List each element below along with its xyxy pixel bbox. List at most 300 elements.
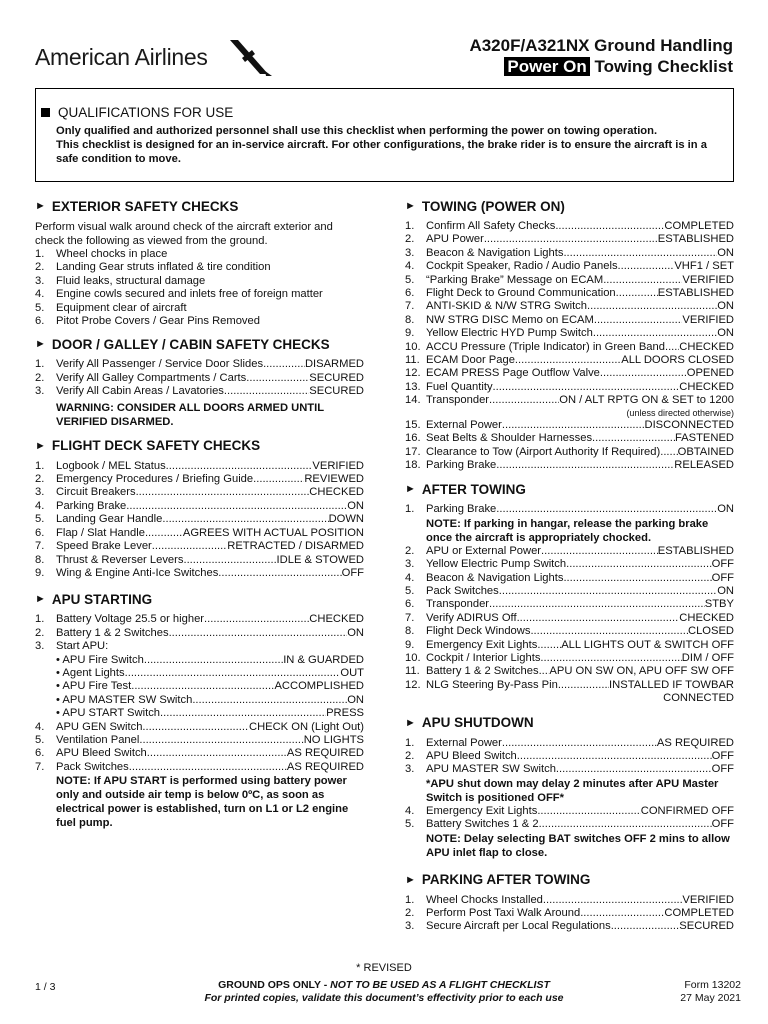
leader-dots — [665, 341, 679, 354]
leader-dots — [169, 627, 348, 640]
checklist-item — [35, 567, 364, 580]
item-value: OPENED — [686, 367, 734, 380]
item-number: 7. — [405, 611, 415, 624]
item-value: ON — [717, 246, 734, 259]
leader-dots — [540, 652, 681, 665]
checklist-item — [405, 220, 734, 233]
section-title: ► AFTER TOWING — [405, 481, 526, 497]
triangle-icon: ► — [35, 593, 46, 606]
page-number: 1 / 3 — [35, 981, 56, 993]
doors-warning: WARNING: CONSIDER ALL DOORS ARMED UNTIL VERIFIED DISARMED. — [56, 401, 324, 428]
section-title: ► TOWING (POWER ON) — [405, 198, 565, 214]
item-number: 18. — [405, 458, 421, 471]
leader-dots — [616, 287, 658, 300]
item-value: COMPLETED — [664, 220, 734, 232]
item-value: DISCONNECTED — [644, 418, 734, 431]
item-number: 10. — [405, 340, 421, 353]
checklist-item — [405, 381, 734, 394]
right-column — [405, 196, 734, 934]
item-value: INSTALLED IF TOWBAR — [609, 678, 734, 691]
checklist-item — [405, 598, 734, 611]
item-value: OBTAINED — [677, 445, 734, 458]
triangle-icon: ► — [405, 483, 416, 496]
triangle-icon: ► — [35, 200, 46, 212]
item-value: OFF — [711, 763, 734, 776]
item-value: VERIFIED — [682, 273, 734, 286]
item-value: VERIFIED — [682, 313, 734, 326]
leader-dots — [517, 612, 680, 625]
item-text: Pitot Probe Covers / Gear Pins Removed — [56, 315, 260, 328]
checklist-item — [35, 486, 364, 499]
leader-dots — [129, 761, 287, 774]
item-value: DOWN — [328, 513, 364, 526]
leader-dots — [618, 260, 675, 273]
item-number — [35, 707, 56, 720]
item-value: CHECKED — [679, 340, 734, 353]
leader-dots — [543, 894, 682, 907]
item-number: 13. — [405, 380, 421, 393]
leader-dots — [594, 314, 683, 327]
item-value: CONFIRMED OFF — [640, 804, 734, 817]
leader-dots — [136, 486, 310, 499]
item-value: APU ON SW ON, APU OFF SW OFF — [549, 665, 734, 678]
title-line2 — [469, 56, 733, 77]
triangle-icon: ► — [405, 200, 416, 212]
leader-dots — [592, 432, 675, 445]
leader-dots — [502, 737, 657, 750]
item-value: CHECKED — [309, 613, 364, 626]
item-value: CHECKED — [679, 380, 734, 393]
document-header — [0, 0, 768, 90]
leader-dots — [489, 394, 559, 407]
triangle-icon: ► — [405, 716, 416, 729]
checklist-item — [35, 261, 364, 274]
checklist-item — [405, 394, 734, 407]
item-number: 5. — [35, 513, 45, 526]
checklist-item — [405, 665, 734, 678]
item-label: “Parking Brake” Message on ECAM — [426, 273, 604, 286]
door-section — [35, 334, 364, 428]
checklist-item: 1. Parking Brake ..... ON — [405, 503, 734, 516]
section-title: ► EXTERIOR SAFETY CHECKS — [35, 198, 239, 214]
leader-dots — [558, 679, 609, 692]
item-label: ECAM Door Page — [426, 354, 515, 367]
item-number: 5. — [405, 818, 415, 831]
title-line1: A320F/A321NX Ground Handling — [469, 36, 733, 55]
triangle-icon: ► — [35, 439, 46, 452]
checklist-item — [405, 459, 734, 472]
item-value: ON — [347, 693, 364, 706]
item-number: 2. — [35, 626, 45, 639]
item-text: Equipment clear of aircraft — [56, 301, 187, 314]
item-label: • APU Fire Switch — [56, 653, 144, 666]
item-value: RELEASED — [674, 458, 734, 471]
item-value: ON — [717, 584, 734, 597]
leader-dots — [539, 818, 712, 831]
qualifications-line2: This checklist is designed for an in-service aircraft. For other configurations, the brake rider is to ensure the aircraft is in a safe condition to move. — [56, 139, 707, 166]
item-value: PRESS — [326, 707, 364, 720]
item-number: 3. — [35, 486, 45, 499]
checklist-item — [35, 315, 364, 328]
item-label: Flight Deck Windows — [426, 625, 531, 638]
checklist-item — [35, 640, 364, 653]
leader-dots — [263, 358, 305, 371]
checklist-item — [405, 274, 734, 287]
leader-dots — [152, 540, 227, 553]
item-value: OFF — [341, 566, 364, 579]
leader-dots — [563, 247, 717, 260]
item-number: 7. — [405, 300, 415, 313]
item-number: 3. — [405, 763, 415, 776]
checklist-item — [405, 314, 734, 327]
item-label: Wheel Chocks Installed — [426, 893, 543, 906]
item-value: SECURED — [309, 371, 364, 384]
item-label: APU or External Power — [426, 544, 542, 557]
item-number: 3. — [35, 640, 45, 653]
qualifications-text — [56, 124, 715, 167]
item-label: Parking Brake — [426, 458, 497, 471]
checklist-item — [35, 747, 364, 760]
checklist-item — [35, 627, 364, 640]
leader-dots — [502, 419, 645, 432]
leader-dots — [166, 460, 313, 473]
leader-dots — [556, 763, 712, 776]
item-label: APU Power — [426, 233, 484, 246]
section-title: ► APU SHUTDOWN — [405, 715, 534, 731]
item-text: Wheel chocks in place — [56, 248, 168, 260]
qualifications-title: QUALIFICATIONS FOR USE — [58, 105, 234, 120]
checklist-item — [405, 572, 734, 585]
item-text: Engine cowls secured and inlets free of foreign matter — [56, 288, 323, 301]
checklist — [35, 248, 364, 328]
item-number: 12. — [405, 678, 421, 691]
item-label: Ventilation Panel — [56, 733, 140, 746]
checklist-item — [35, 500, 364, 513]
leader-dots — [660, 446, 677, 459]
checklist-item — [405, 612, 734, 625]
parking-section — [405, 870, 734, 934]
item-value: ESTABLISHED — [657, 287, 734, 300]
brand-name: American Airlines — [35, 44, 208, 70]
leader-dots — [489, 598, 705, 611]
item-number: 1. — [35, 358, 45, 371]
item-number: 12. — [405, 367, 421, 380]
item-label: Transponder — [426, 598, 490, 611]
checklist-item — [405, 341, 734, 354]
item-number: 4. — [405, 260, 415, 273]
qualifications-line1: Only qualified and authorized personnel shall use this checklist when performing the power on towing operation. — [56, 125, 658, 137]
item-value: ON / ALT RPTG ON & SET to 1200 — [559, 394, 734, 407]
checklist-item — [405, 446, 734, 459]
item-label: External Power — [426, 736, 502, 749]
hangar-note: NOTE: If parking in hangar, release the parking brake once the aircraft is appropriately chocked. — [426, 517, 709, 544]
leader-dots — [537, 639, 561, 652]
item-number: 3. — [35, 385, 45, 398]
item-number: 5. — [405, 273, 415, 286]
exterior-intro: Perform visual walk around check of the aircraft exterior and check the following as viewed from the ground. — [35, 221, 333, 247]
item-number: 2. — [405, 750, 415, 762]
item-label: • APU MASTER SW Switch — [56, 693, 193, 706]
item-value: RETRACTED / DISARMED — [227, 540, 364, 553]
item-number: 5. — [35, 733, 45, 746]
item-value: CHECK ON (Light Out) — [248, 720, 364, 733]
left-column — [35, 196, 364, 830]
item-value: ALL DOORS CLOSED — [621, 354, 734, 367]
item-number: 4. — [405, 804, 415, 817]
checklist — [405, 545, 734, 692]
triangle-icon: ► — [405, 873, 416, 886]
item-value: SECURED — [679, 920, 734, 933]
item-label: APU GEN Switch — [56, 720, 143, 733]
item-value: OUT — [340, 666, 364, 679]
item-label: Wing & Engine Anti-Ice Switches — [56, 566, 219, 579]
checklist-item — [405, 300, 734, 313]
item-number: 7. — [35, 760, 45, 773]
flight-symbol-icon — [228, 38, 274, 78]
after-towing-section — [405, 479, 734, 705]
item-number: 5. — [405, 584, 415, 597]
leader-dots — [566, 558, 712, 571]
item-value-continued: CONNECTED — [663, 692, 734, 705]
item-number: 6. — [35, 526, 45, 539]
item-number: 4. — [35, 288, 45, 301]
item-value: AS REQUIRED — [656, 736, 734, 749]
item-value: DISARMED — [304, 358, 364, 371]
item-text: Fluid leaks, structural damage — [56, 274, 206, 287]
item-number — [35, 680, 56, 693]
item-value: OFF — [711, 571, 734, 584]
section-title: ► APU STARTING — [35, 591, 153, 607]
item-label: ACCU Pressure (Triple Indicator) in Green Band — [426, 340, 665, 353]
item-label: ANTI-SKID & N/W STRG Switch — [426, 300, 587, 313]
item-value: VHF1 / SET — [674, 260, 734, 273]
checklist-item — [35, 680, 364, 693]
item-number: 3. — [35, 274, 45, 287]
item-label: Battery 1 & 2 Switches — [426, 665, 539, 678]
item-label: Perform Post Taxi Walk Around — [426, 907, 581, 920]
item-number: 8. — [405, 313, 415, 326]
item-value: ESTABLISHED — [657, 544, 734, 557]
checklist-item — [405, 432, 734, 445]
document-title — [469, 35, 733, 77]
checklist-item — [35, 694, 364, 707]
checklist-item — [405, 260, 734, 273]
item-number: 6. — [405, 598, 415, 611]
item-number: 6. — [35, 315, 45, 328]
checklist-item — [35, 527, 364, 540]
item-label: Circuit Breakers — [56, 486, 136, 499]
item-number: 14. — [405, 394, 421, 407]
item-value: ON — [347, 499, 364, 512]
item-label: Seat Belts & Shoulder Harnesses — [426, 432, 593, 445]
apu-shutdown-revised-note: *APU shut down may delay 2 minutes after APU Master Switch is positioned OFF* — [426, 777, 719, 804]
checklist-item — [35, 460, 364, 473]
checklist — [35, 358, 364, 398]
item-value: CHECKED — [679, 611, 734, 624]
item-value: ALL LIGHTS OUT & SWITCH OFF — [561, 638, 734, 651]
footer-ground-ops: GROUND OPS ONLY - — [218, 979, 331, 991]
item-label: External Power — [426, 418, 502, 431]
item-number: 1. — [35, 459, 45, 472]
item-number: 15. — [405, 418, 421, 431]
apu-start-section — [35, 589, 364, 830]
item-number: 9. — [405, 327, 415, 340]
checklist-item — [405, 247, 734, 260]
checklist-item — [405, 625, 734, 638]
item-label: Battery Voltage 25.5 or higher — [56, 613, 205, 626]
item-value: AS REQUIRED — [286, 747, 364, 760]
leader-dots — [603, 274, 682, 287]
item-label: Yellow Electric Pump Switch — [426, 558, 567, 571]
item-value: COMPLETED — [664, 907, 734, 920]
triangle-icon: ► — [35, 338, 46, 351]
checklist — [35, 460, 364, 581]
item-label: Battery Switches 1 & 2 — [426, 818, 539, 831]
item-number: 1. — [405, 893, 415, 906]
leader-dots — [587, 300, 717, 313]
item-label: Verify All Passenger / Service Door Slides — [56, 358, 264, 371]
item-number: 10. — [405, 651, 421, 664]
item-value: ON — [717, 327, 734, 340]
item-number: 2. — [405, 544, 415, 557]
item-number: 2. — [405, 907, 415, 920]
leader-dots — [517, 750, 712, 763]
item-label: Verify All Cabin Areas / Lavatories — [56, 385, 224, 398]
checklist-item — [405, 558, 734, 571]
item-value: IN & GUARDED — [283, 653, 364, 666]
checklist-item — [35, 248, 364, 261]
item-label: Parking Brake — [56, 499, 127, 512]
section-title: ► PARKING AFTER TOWING — [405, 872, 591, 888]
document-footer — [0, 960, 768, 1024]
item-label: Emergency Exit Lights — [426, 804, 538, 817]
checklist-item — [405, 907, 734, 920]
item-number: 1. — [405, 220, 415, 232]
item-number: 2. — [405, 233, 415, 246]
leader-dots — [192, 694, 347, 707]
item-value: OFF — [711, 750, 734, 762]
item-number: 11. — [405, 665, 420, 678]
checklist-item — [35, 707, 364, 720]
checklist-item — [405, 750, 734, 763]
leader-dots — [499, 585, 717, 598]
form-info — [680, 979, 741, 1005]
qualifications-heading — [41, 104, 715, 121]
item-number: 8. — [405, 625, 415, 638]
item-number: 3. — [405, 246, 415, 259]
item-number: 2. — [35, 371, 45, 384]
footer-disclaimer — [0, 979, 768, 1005]
item-label: • APU START Switch — [56, 707, 161, 720]
checklist-item — [35, 667, 364, 680]
item-label: Clearance to Tow (Airport Authority If Required) — [426, 445, 661, 458]
item-label: Cockpit / Interior Lights — [426, 651, 541, 664]
item-label: • Agent Lights — [56, 666, 125, 679]
item-label: Battery 1 & 2 Switches — [56, 626, 169, 639]
item-number: 1. — [405, 736, 415, 749]
item-value: REVIEWED — [304, 473, 364, 486]
item-number: 2. — [35, 261, 45, 274]
item-number — [35, 654, 56, 667]
item-label: Yellow Electric HYD Pump Switch — [426, 327, 593, 340]
item-label: Secure Aircraft per Local Regulations — [426, 920, 611, 933]
checklist-item — [405, 419, 734, 432]
item-label: Thrust & Reverser Levers — [56, 553, 184, 566]
item-value: FASTENED — [674, 432, 734, 445]
item-number: 8. — [35, 553, 45, 566]
item-number: 9. — [35, 566, 45, 579]
item-value: ON — [717, 300, 734, 313]
checklist-item — [35, 358, 364, 371]
checklist — [405, 805, 734, 832]
checklist-item — [405, 287, 734, 300]
item-number: 6. — [35, 747, 45, 760]
leader-dots — [611, 920, 680, 933]
leader-dots — [593, 327, 717, 340]
checklist-item — [35, 513, 364, 526]
item-number: 4. — [35, 499, 45, 512]
leader-dots — [539, 665, 550, 678]
item-value: DIM / OFF — [681, 651, 734, 664]
checklist-item — [405, 639, 734, 652]
square-bullet-icon — [41, 108, 50, 117]
item-label: Beacon & Navigation Lights — [426, 571, 564, 584]
leader-dots — [145, 527, 183, 540]
item-value: SECURED — [309, 385, 364, 398]
item-label: Pack Switches — [56, 760, 129, 773]
item-label: Transponder — [426, 394, 490, 407]
checklist-item — [35, 288, 364, 301]
item-value: AGREES WITH ACTUAL POSITION — [182, 526, 364, 539]
item-number: 1. — [35, 613, 45, 626]
leader-dots — [253, 473, 304, 486]
item-label: Start APU: — [56, 640, 109, 653]
power-on-highlight: Power On — [504, 57, 589, 76]
checklist-item — [405, 545, 734, 558]
battery-note: NOTE: Delay selecting BAT switches OFF 2 mins to allow APU inlet flap to close. — [426, 832, 730, 859]
checklist-item — [405, 233, 734, 246]
apu-start-note: NOTE: If APU START is performed using battery power only and outside air temp is below 0ºC, as soon as electrical power is established, turn on L1 or L2 engine fuel pump. — [56, 775, 349, 830]
checklist-item — [35, 721, 364, 734]
revised-marker: * REVISED — [356, 962, 412, 974]
towing-section — [405, 196, 734, 472]
checklist — [405, 737, 734, 777]
leader-dots — [183, 554, 276, 567]
section-title: ► DOOR / GALLEY / CABIN SAFETY CHECKS — [35, 336, 330, 352]
item-value: NO LIGHTS — [303, 733, 364, 746]
item-value: ON — [347, 626, 364, 639]
leader-dots — [144, 654, 283, 667]
item-number: 9. — [405, 638, 415, 651]
item-number: 6. — [405, 287, 415, 300]
leader-dots — [131, 680, 274, 693]
checklist-item — [405, 367, 734, 380]
leader-dots — [580, 907, 664, 920]
checklist-item — [35, 654, 364, 667]
item-value: OFF — [711, 818, 734, 831]
checklist-item — [405, 818, 734, 831]
checklist-item — [405, 679, 734, 692]
checklist-item — [405, 585, 734, 598]
item-label: • APU Fire Test — [56, 680, 132, 693]
leader-dots — [126, 500, 347, 513]
checklist-item — [35, 761, 364, 774]
item-label: Logbook / MEL Status — [56, 459, 166, 472]
leader-dots — [162, 513, 328, 526]
item-number: 16. — [405, 432, 421, 445]
form-date: 27 May 2021 — [680, 992, 741, 1004]
leader-dots — [484, 233, 658, 246]
